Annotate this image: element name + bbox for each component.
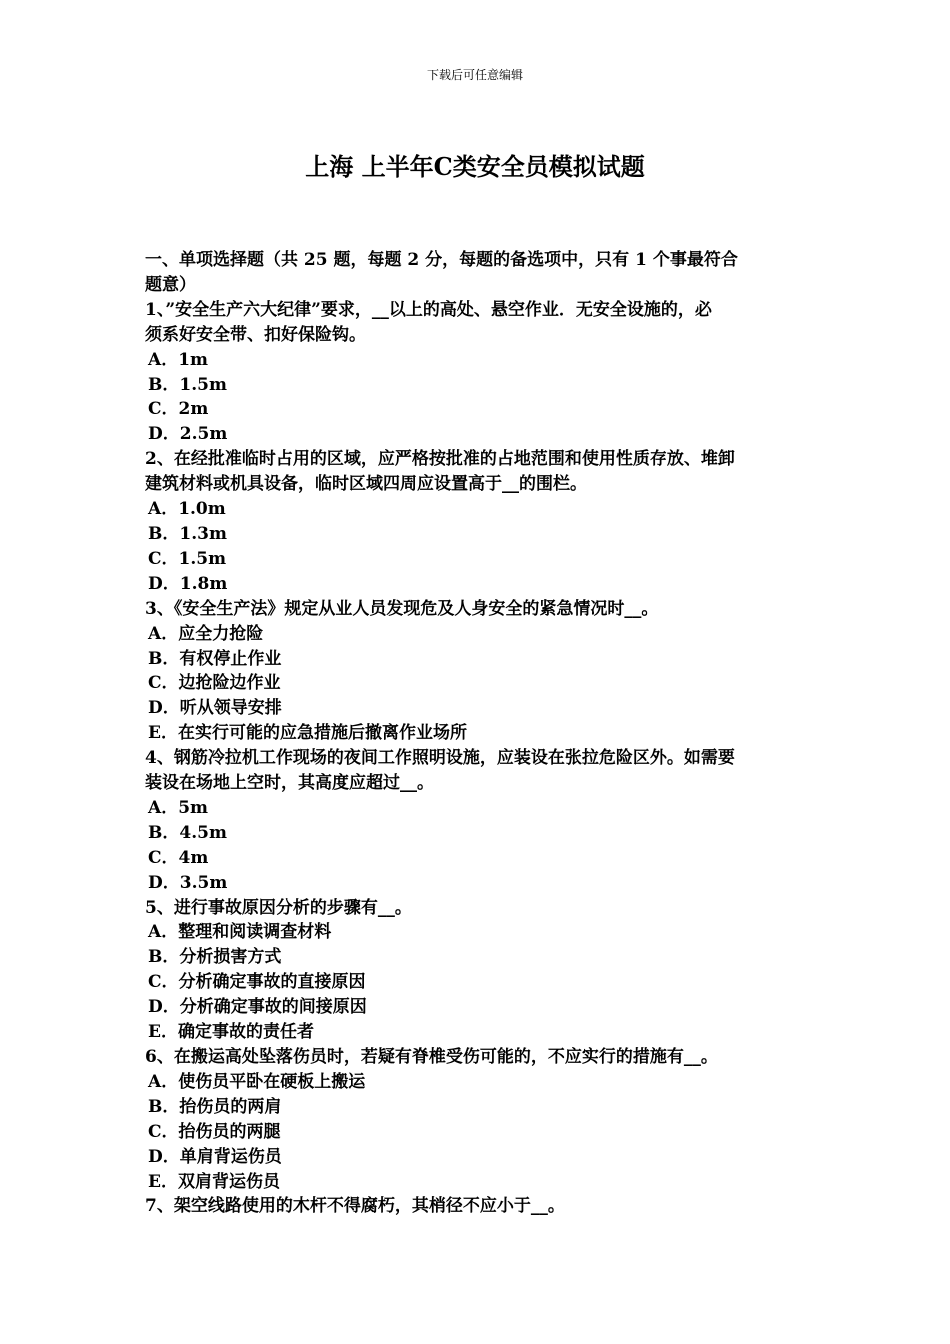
option-d: D．3.5m [148,872,228,893]
option-d: D．单肩背运伤员 [148,1146,282,1167]
option-a: A．1m [148,349,209,370]
option-e: E．确定事故的责任者 [148,1022,314,1043]
option-b: B．1.5m [148,374,227,395]
section-heading-line: 题意） [145,274,196,295]
option-b: B．抬伤员的两肩 [148,1096,282,1117]
question-text: 建筑材料或机具设备，临时区域四周应设置高于__的围栏。 [145,474,587,495]
question-text: 装设在场地上空时，其高度应超过__。 [145,773,434,794]
option-a: A．整理和阅读调查材料 [148,922,332,943]
option-c: C．抬伤员的两腿 [148,1121,281,1142]
question-text: 1、”安全生产六大纪律”要求，__以上的高处、悬空作业．无安全设施的，必 [145,299,712,320]
option-d: D．1.8m [148,573,228,594]
option-a: A．1.0m [148,499,226,520]
question-text: 5、进行事故原因分析的步骤有__。 [145,897,412,918]
question-text: 4、钢筋冷拉机工作现场的夜间工作照明设施，应装设在张拉危险区外。如需要 [145,748,735,769]
option-d: D．分析确定事故的间接原因 [148,997,367,1018]
option-c: C．4m [148,847,209,868]
option-c: C．边抢险边作业 [148,673,281,694]
document-title: 上海 上半年C类安全员模拟试题 [305,152,645,181]
option-d: D．听从领导安排 [148,698,282,719]
question-4 [145,746,805,895]
option-b: B．有权停止作业 [148,648,282,669]
question-6 [145,1045,805,1194]
option-d: D．2.5m [148,424,228,445]
question-1 [145,298,805,447]
option-b: B．分析损害方式 [148,947,282,968]
option-e: E．在实行可能的应急措施后撤离作业场所 [148,723,467,744]
option-a: A．5m [148,797,209,818]
question-text: 3、《安全生产法》规定从业人员发现危及人身安全的紧急情况时__。 [145,598,659,619]
option-a: A．应全力抢险 [148,623,264,644]
option-e: E．双肩背运伤员 [148,1171,280,1192]
question-2 [145,447,805,596]
section-heading [145,248,805,298]
option-c: C．分析确定事故的直接原因 [148,972,366,993]
section-heading-line: 一、单项选择题（共 25 题，每题 2 分，每题的备选项中，只有 1 个事最符合 [145,250,738,270]
question-text: 须系好安全带、扣好保险钩。 [145,324,366,345]
option-c: C．1.5m [148,548,227,569]
exam-content [145,248,805,1219]
question-text: 6、在搬运高处坠落伤员时，若疑有脊椎受伤可能的，不应实行的措施有__。 [145,1047,718,1067]
option-c: C．2m [148,399,209,420]
question-text: 2、在经批准临时占用的区域，应严格按批准的占地范围和使用性质存放、堆卸 [145,449,735,470]
header-note: 下载后可任意编辑 [426,68,523,82]
question-3 [145,597,805,746]
option-b: B．4.5m [148,822,227,843]
option-a: A．使伤员平卧在硬板上搬运 [148,1071,366,1092]
option-b: B．1.3m [148,523,227,544]
question-5 [145,896,805,1045]
question-text: 7、架空线路使用的木杆不得腐朽，其梢径不应小于__。 [145,1196,565,1217]
question-7 [145,1194,805,1219]
